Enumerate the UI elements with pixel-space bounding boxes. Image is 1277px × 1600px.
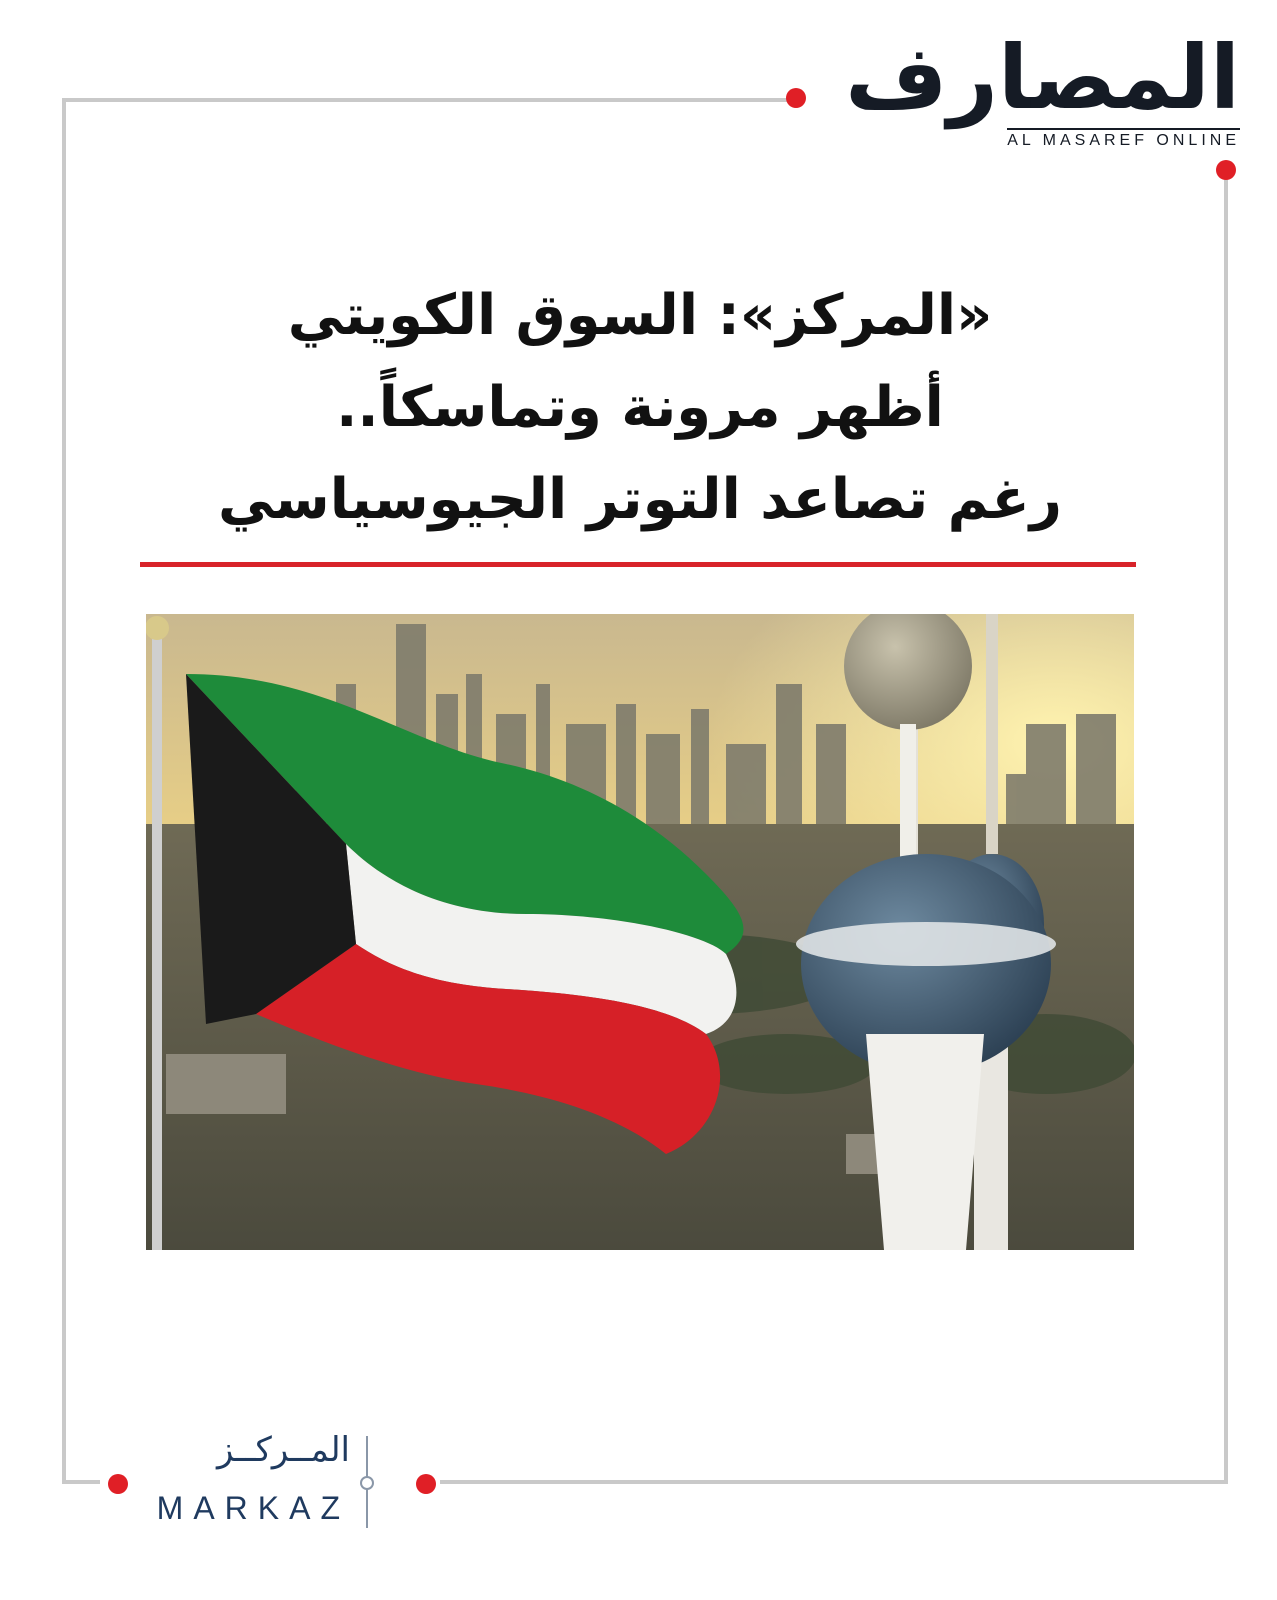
- markaz-name-arabic: المــركــز: [216, 1430, 350, 1470]
- markaz-logo: [140, 1430, 440, 1540]
- markaz-node-icon: [360, 1476, 374, 1490]
- markaz-name-english: MARKAZ: [156, 1490, 350, 1526]
- brand-name-english: AL MASAREF ONLINE: [1007, 128, 1240, 150]
- headline: [150, 270, 1130, 546]
- kuwait-flag-photo: [146, 614, 1134, 1250]
- headline-divider: [140, 562, 1136, 567]
- headline-line-2: أظهر مرونة وتماسكاً..: [336, 375, 944, 440]
- brand-name-arabic: المصارف: [845, 26, 1240, 129]
- kuwait-towers-illustration: [146, 614, 1134, 1250]
- brand-logo: [845, 26, 1240, 160]
- red-dot-top: [786, 88, 806, 108]
- headline-line-1: «المركز»: السوق الكويتي: [287, 283, 993, 348]
- red-dot-bottom-left: [108, 1474, 128, 1494]
- red-dot-right: [1216, 160, 1236, 180]
- headline-line-3: رغم تصاعد التوتر الجيوسياسي: [217, 467, 1063, 532]
